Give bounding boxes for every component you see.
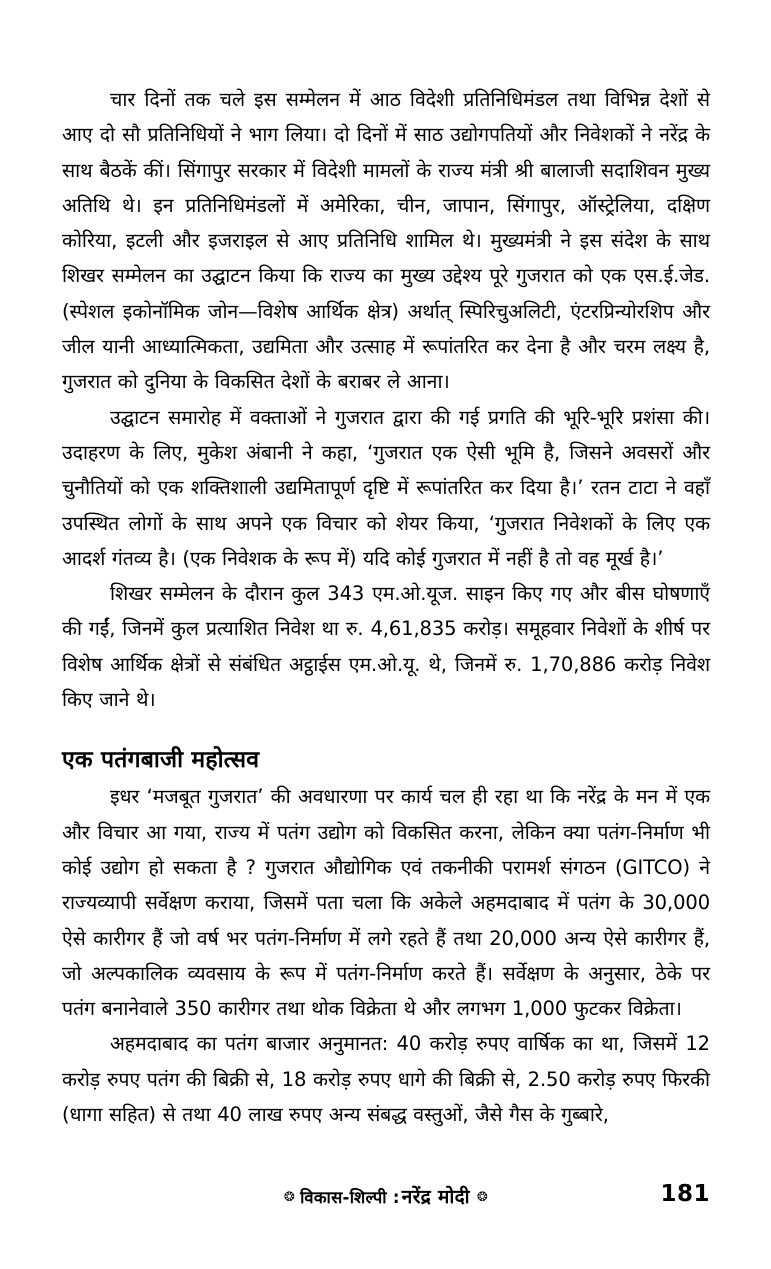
paragraph: शिखर सम्मेलन के दौरान कुल 343 एम.ओ.यूज. साइन किए गए और बीस घोषणाएँ की गईं, जिनमें कुल प्रत्याशित निवेश था रु. 4,61,835 करोड़। समूहवार निवेशों के शीर्ष पर विशेष आर्थिक क्षेत्रों से संबंधित अट्ठाईस एम.ओ.यू. थे, जिनमें रु. 1,70,886 करोड़ निवेश किए जाने थे। xyxy=(62,582,710,712)
flower-right-icon: ❂ xyxy=(476,1190,489,1205)
page-footer xyxy=(62,1183,709,1217)
paragraph: अहमदाबाद का पतंग बाजार अनुमानत: 40 करोड़ रुपए वार्षिक का था, जिसमें 12 करोड़ रुपए पतंग की बिक्री से, 18 करोड़ रुपए धागे की बिक्री से, 2.50 करोड़ रुपए फिरकी (धागा सहित) से तथा 40 लाख रुपए अन्य संबद्ध वस्तुओं, जैसे गैस के गुब्बारे, xyxy=(62,1032,710,1127)
page-body xyxy=(62,82,710,1132)
flower-left-icon: ❂ xyxy=(283,1190,296,1205)
section-heading: एक पतंगबाजी महोत्सव xyxy=(62,747,260,774)
footer-book-title: नरेंद्र मोदी xyxy=(401,1186,470,1208)
paragraph: इधर ‘मजबूत गुजरात’ की अवधारणा पर कार्य चल ही रहा था कि नरेंद्र के मन में एक और विचार आ गया, राज्य में पतंग उद्योग को विकसित करना, लेकिन क्या पतंग-निर्माण भी कोई उद्योग हो सकता है ? गुजरात औद्योगिक एवं तकनीकी परामर्श संगठन (GITCO) ने राज्यव्यापी सर्वेक्षण कराया, जिसमें पता चला कि अकेले अहमदाबाद में पतंग के 30,000 ऐसे कारीगर हैं जो वर्ष भर पतंग-निर्माण में लगे रहते हैं तथा 20,000 अन्य ऐसे कारीगर हैं, जो अल्पकालिक व्यवसाय के रूप में पतंग-निर्माण करते हैं। सर्वेक्षण के अनुसार, ठेके पर पतंग बनानेवाले 350 कारीगर तथा थोक विक्रेता थे और लगभग 1,000 फुटकर विक्रेता। xyxy=(62,785,710,1021)
paragraph: चार दिनों तक चले इस सम्मेलन में आठ विदेशी प्रतिनिधिमंडल तथा विभिन्न देशों से आए दो सौ प्रतिनिधियों ने भाग लिया। दो दिनों में साठ उद्योगपतियों और निवेशकों ने नरेंद्र के साथ बैठकें कीं। सिंगापुर सरकार में विदेशी मामलों के राज्य मंत्री श्री बालाजी सदाशिवन मुख्य अतिथि थे। इन प्रतिनिधिमंडलों में अमेरिका, चीन, जापान, सिंगापुर, ऑस्ट्रेलिया, दक्षिण कोरिया, इटली और इजराइल से आए प्रतिनिधि शामिल थे। मुख्यमंत्री ने इस संदेश के साथ शिखर सम्मेलन का उद्घाटन किया कि राज्य का मुख्य उद्देश्य पूरे गुजरात को एक एस.ई.जेड. (स्पेशल इकोनॉमिक जोन—विशेष आर्थिक क्षेत्र) अर्थात् स्पिरिचुअलिटी, एंटरप्रिन्योरशिप और जील यानी आध्यात्मिकता, उद्यमिता और उत्साह में रूपांतरित कर देना है और चरम लक्ष्य है, गुजरात को दुनिया के विकसित देशों के बराबर ले आना। xyxy=(62,88,710,394)
footer-caption xyxy=(62,1183,710,1209)
page-number: 181 xyxy=(660,1181,710,1207)
footer-series-label: विकास-शिल्पी : xyxy=(300,1188,400,1207)
paragraph: उद्घाटन समारोह में वक्ताओं ने गुजरात द्वारा की गई प्रगति की भूरि-भूरि प्रशंसा की। उदाहरण के लिए, मुकेश अंबानी ने कहा, ‘गुजरात एक ऐसी भूमि है, जिसने अवसरों और चुनौतियों को एक शक्तिशाली उद्यमितापूर्ण दृष्टि में रूपांतरित कर दिया है।’ रतन टाटा ने वहाँ उपस्थित लोगों के साथ अपने एक विचार को शेयर किया, ‘गुजरात निवेशकों के लिए एक आदर्श गंतव्य है। (एक निवेशक के रूप में) यदि कोई गुजरात में नहीं है तो वह मूर्ख है।’ xyxy=(62,405,710,570)
